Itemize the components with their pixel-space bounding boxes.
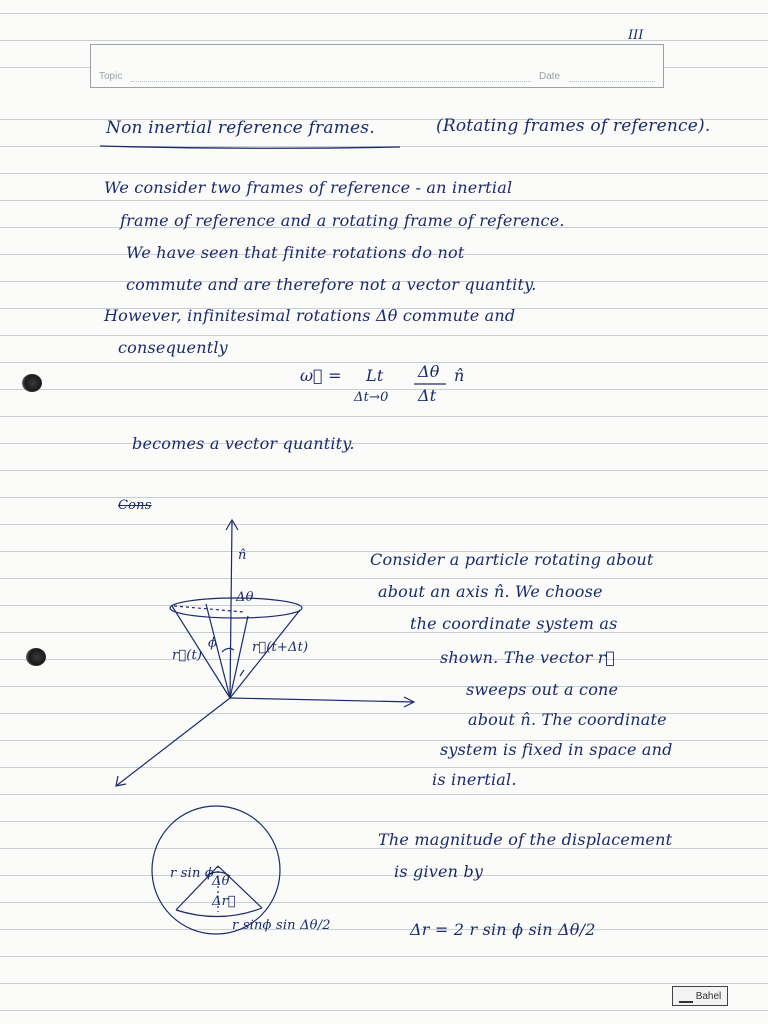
struck-word: Cons <box>118 498 152 513</box>
r-t-label: r⃗(t) <box>172 648 203 663</box>
paragraph1-line4: commute and are therefore not a vector quantity. <box>126 275 537 294</box>
punch-hole-top <box>22 374 42 392</box>
paragraph3-line8: is inertial. <box>432 770 517 789</box>
paragraph3-line2: about an axis n̂. We choose <box>378 582 603 601</box>
brand-logo <box>672 986 728 1006</box>
final-equation: Δr = 2 r sin ϕ sin Δθ/2 <box>410 920 596 939</box>
paragraph4-line1: The magnitude of the displacement <box>378 830 673 849</box>
paragraph3-line4: shown. The vector r⃗ <box>440 648 616 667</box>
paragraph1-line2: frame of reference and a rotating frame of reference. <box>120 211 565 230</box>
paragraph1-line6: consequently <box>118 338 228 357</box>
equation-unit-vector: n̂ <box>454 366 465 385</box>
date-label: Date <box>539 71 561 82</box>
equation-lhs: ω⃗ = <box>300 366 342 385</box>
rsin-label: r sin ϕ <box>170 866 214 881</box>
page-title: Non inertial reference frames. <box>106 118 375 138</box>
paragraph3-line5: sweeps out a cone <box>466 680 619 699</box>
topic-date-box <box>90 44 664 88</box>
circle-bottom-label: r sinϕ sin Δθ/2 <box>232 918 331 933</box>
topic-line <box>131 81 531 82</box>
equation-denominator: Δt <box>418 386 437 405</box>
brand-name: Bahel <box>695 990 722 1002</box>
phi-label: ϕ <box>208 636 218 651</box>
brand-mark-icon <box>679 989 693 1003</box>
paragraph3-line7: system is fixed in space and <box>440 740 673 759</box>
paragraph3-line3: the coordinate system as <box>410 614 618 633</box>
r-t-dt-label: r⃗(t+Δt) <box>252 640 309 655</box>
equation-numerator: Δθ <box>418 362 440 381</box>
paragraph3-line6: about n̂. The coordinate <box>468 710 667 729</box>
punch-hole-bottom <box>26 648 46 666</box>
paragraph4-line2: is given by <box>394 862 484 881</box>
paragraph1-line1: We consider two frames of reference - an inertial <box>104 178 513 197</box>
equation-limit: Δt→0 <box>354 390 389 405</box>
page-subtitle: (Rotating frames of reference). <box>436 116 711 136</box>
equation-lt: Lt <box>366 366 384 385</box>
paragraph1-line5: However, infinitesimal rotations Δθ commute and <box>104 306 516 325</box>
circle-delta-theta: Δθ <box>212 874 230 889</box>
delta-theta-label: Δθ <box>236 590 254 605</box>
paragraph2-line1: becomes a vector quantity. <box>132 434 355 453</box>
circle-delta-r: Δr⃗ <box>212 894 236 909</box>
page-number: III <box>628 28 644 43</box>
date-line <box>569 81 655 82</box>
topic-label: Topic <box>99 71 123 82</box>
paragraph3-line1: Consider a particle rotating about <box>370 550 654 569</box>
axis-n-label: n̂ <box>238 548 247 563</box>
paragraph1-line3: We have seen that finite rotations do not <box>126 243 465 262</box>
